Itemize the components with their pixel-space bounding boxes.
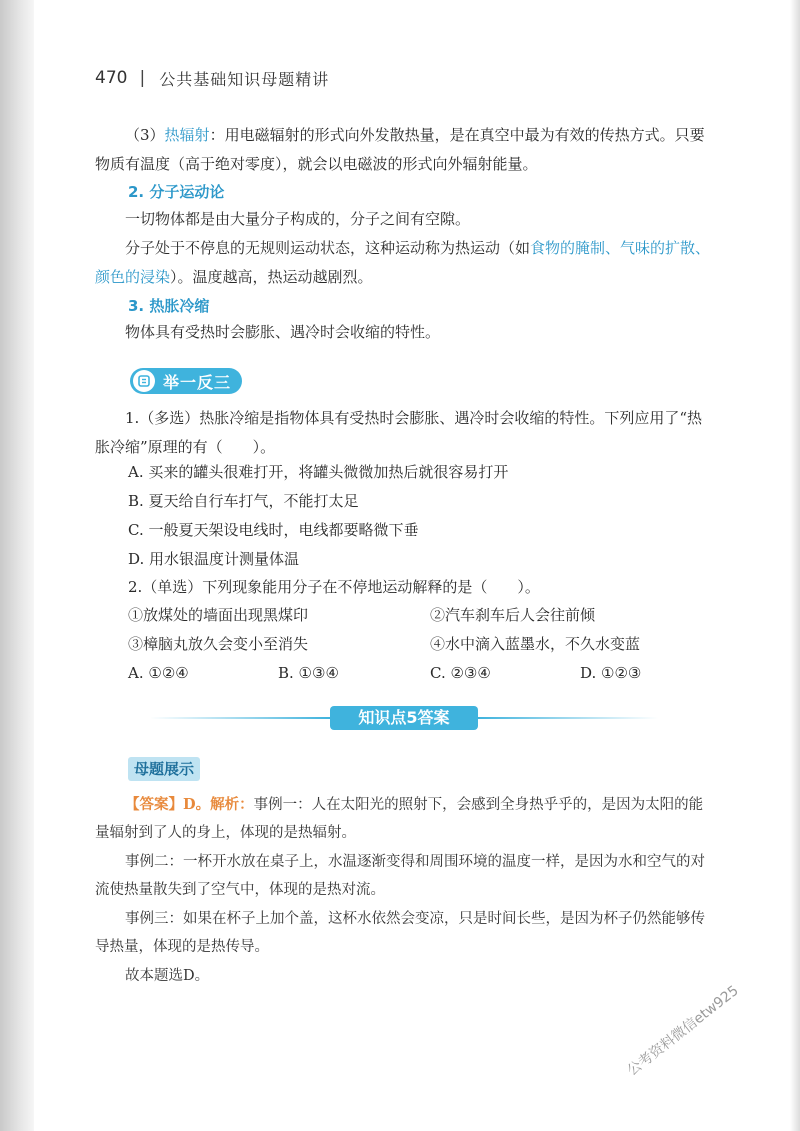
book-title: 公共基础知识母题精讲 [159,69,330,89]
page-header [95,66,329,90]
question-2-option-c: C. ②③④ [430,664,491,682]
answer-paragraph-3: 事例三：如果在杯子上加个盖，这杯水依然会变凉，只是时间长些，是因为杯子仍然能够传导热量，体现的是热传导。 [95,911,705,955]
model-question-tag: 母题展示 [128,757,200,781]
molecular-paragraph-1: 一切物体都是由大量分子构成的，分子之间有空隙。 [125,210,471,228]
question-2-item-3: ③樟脑丸放久会变小至消失 [128,635,309,653]
watermark-text: 公考资料微信etw925 [624,982,742,1080]
expansion-heading: 3. 热胀冷缩 [128,297,210,315]
question-1-option-b: B. 夏天给自行车打气，不能打太足 [128,492,359,510]
practice-badge [130,368,242,394]
molecular-examples: 食物的腌制、气味的扩散、颜色的浸染 [95,239,711,286]
molecular-text-a: 分子处于不停息的无规则运动状态，这种运动称为热运动（如 [125,239,531,257]
question-2-item-4: ④水中滴入蓝墨水，不久水变蓝 [430,635,641,653]
divider-label: 知识点5答案 [330,706,478,730]
answer-divider [0,706,800,728]
divider-line-right [478,717,658,719]
question-2-option-d: D. ①②③ [580,664,642,682]
question-1-option-d: D. 用水银温度计测量体温 [128,550,300,568]
radiation-number: （3） [125,126,165,144]
answer-paragraph-2: 事例二：一杯开水放在桌子上，水温逐渐变得和周围环境的温度一样，是因为水和空气的对流使热量散失到了空气中，体现的是热对流。 [95,854,705,898]
radiation-paragraph [95,121,715,179]
question-2-option-b: B. ①③④ [278,664,339,682]
question-2-item-1: ①放煤处的墙面出现黑煤印 [128,606,309,624]
question-1-option-a: A. 买来的罐头很难打开，将罐头微微加热后就很容易打开 [128,463,509,481]
molecular-paragraph-2 [95,234,715,292]
question-2-option-a: A. ①②④ [128,664,189,682]
question-2-stem: 2.（单选）下列现象能用分子在不停地运动解释的是（ ）。 [128,578,540,596]
book-icon [133,370,155,392]
page-number: 470 [95,68,128,88]
page-edge-shadow [790,0,800,1131]
molecular-heading: 2. 分子运动论 [128,183,225,201]
radiation-term: 热辐射 [164,126,210,144]
question-1-stem: 1.（多选）热胀冷缩是指物体具有受热时会膨胀、遇冷时会收缩的特性。下列应用了“热胀冷缩”原理的有（ ）。 [95,409,702,456]
page-binding-shadow [0,0,34,1131]
divider-line-left [150,717,330,719]
radiation-text: ：用电磁辐射的形式向外发散热量，是在真空中最为有效的传热方式。只要物质有温度（高于绝对零度），就会以电磁波的形式向外辐射能量。 [95,126,705,173]
expansion-paragraph: 物体具有受热时会膨胀、遇冷时会收缩的特性。 [125,323,441,341]
practice-badge-label: 举一反三 [163,372,232,392]
answer-prefix: 【答案】D。解析： [125,796,254,813]
answer-example-1: 事例一：人在太阳光的照射下，会感到全身热乎乎的，是因为太阳的能量辐射到了人的身上，体现的是热辐射。 [95,797,704,841]
question-2-item-2: ②汽车刹车后人会往前倾 [430,606,596,624]
answer-paragraph-1 [95,791,717,847]
answer-conclusion: 故本题选D。 [125,968,210,984]
molecular-text-b: ）。温度越高，热运动越剧烈。 [170,268,373,286]
question-1-option-c: C. 一般夏天架设电线时，电线都要略微下垂 [128,521,419,539]
header-separator: | [139,68,146,88]
